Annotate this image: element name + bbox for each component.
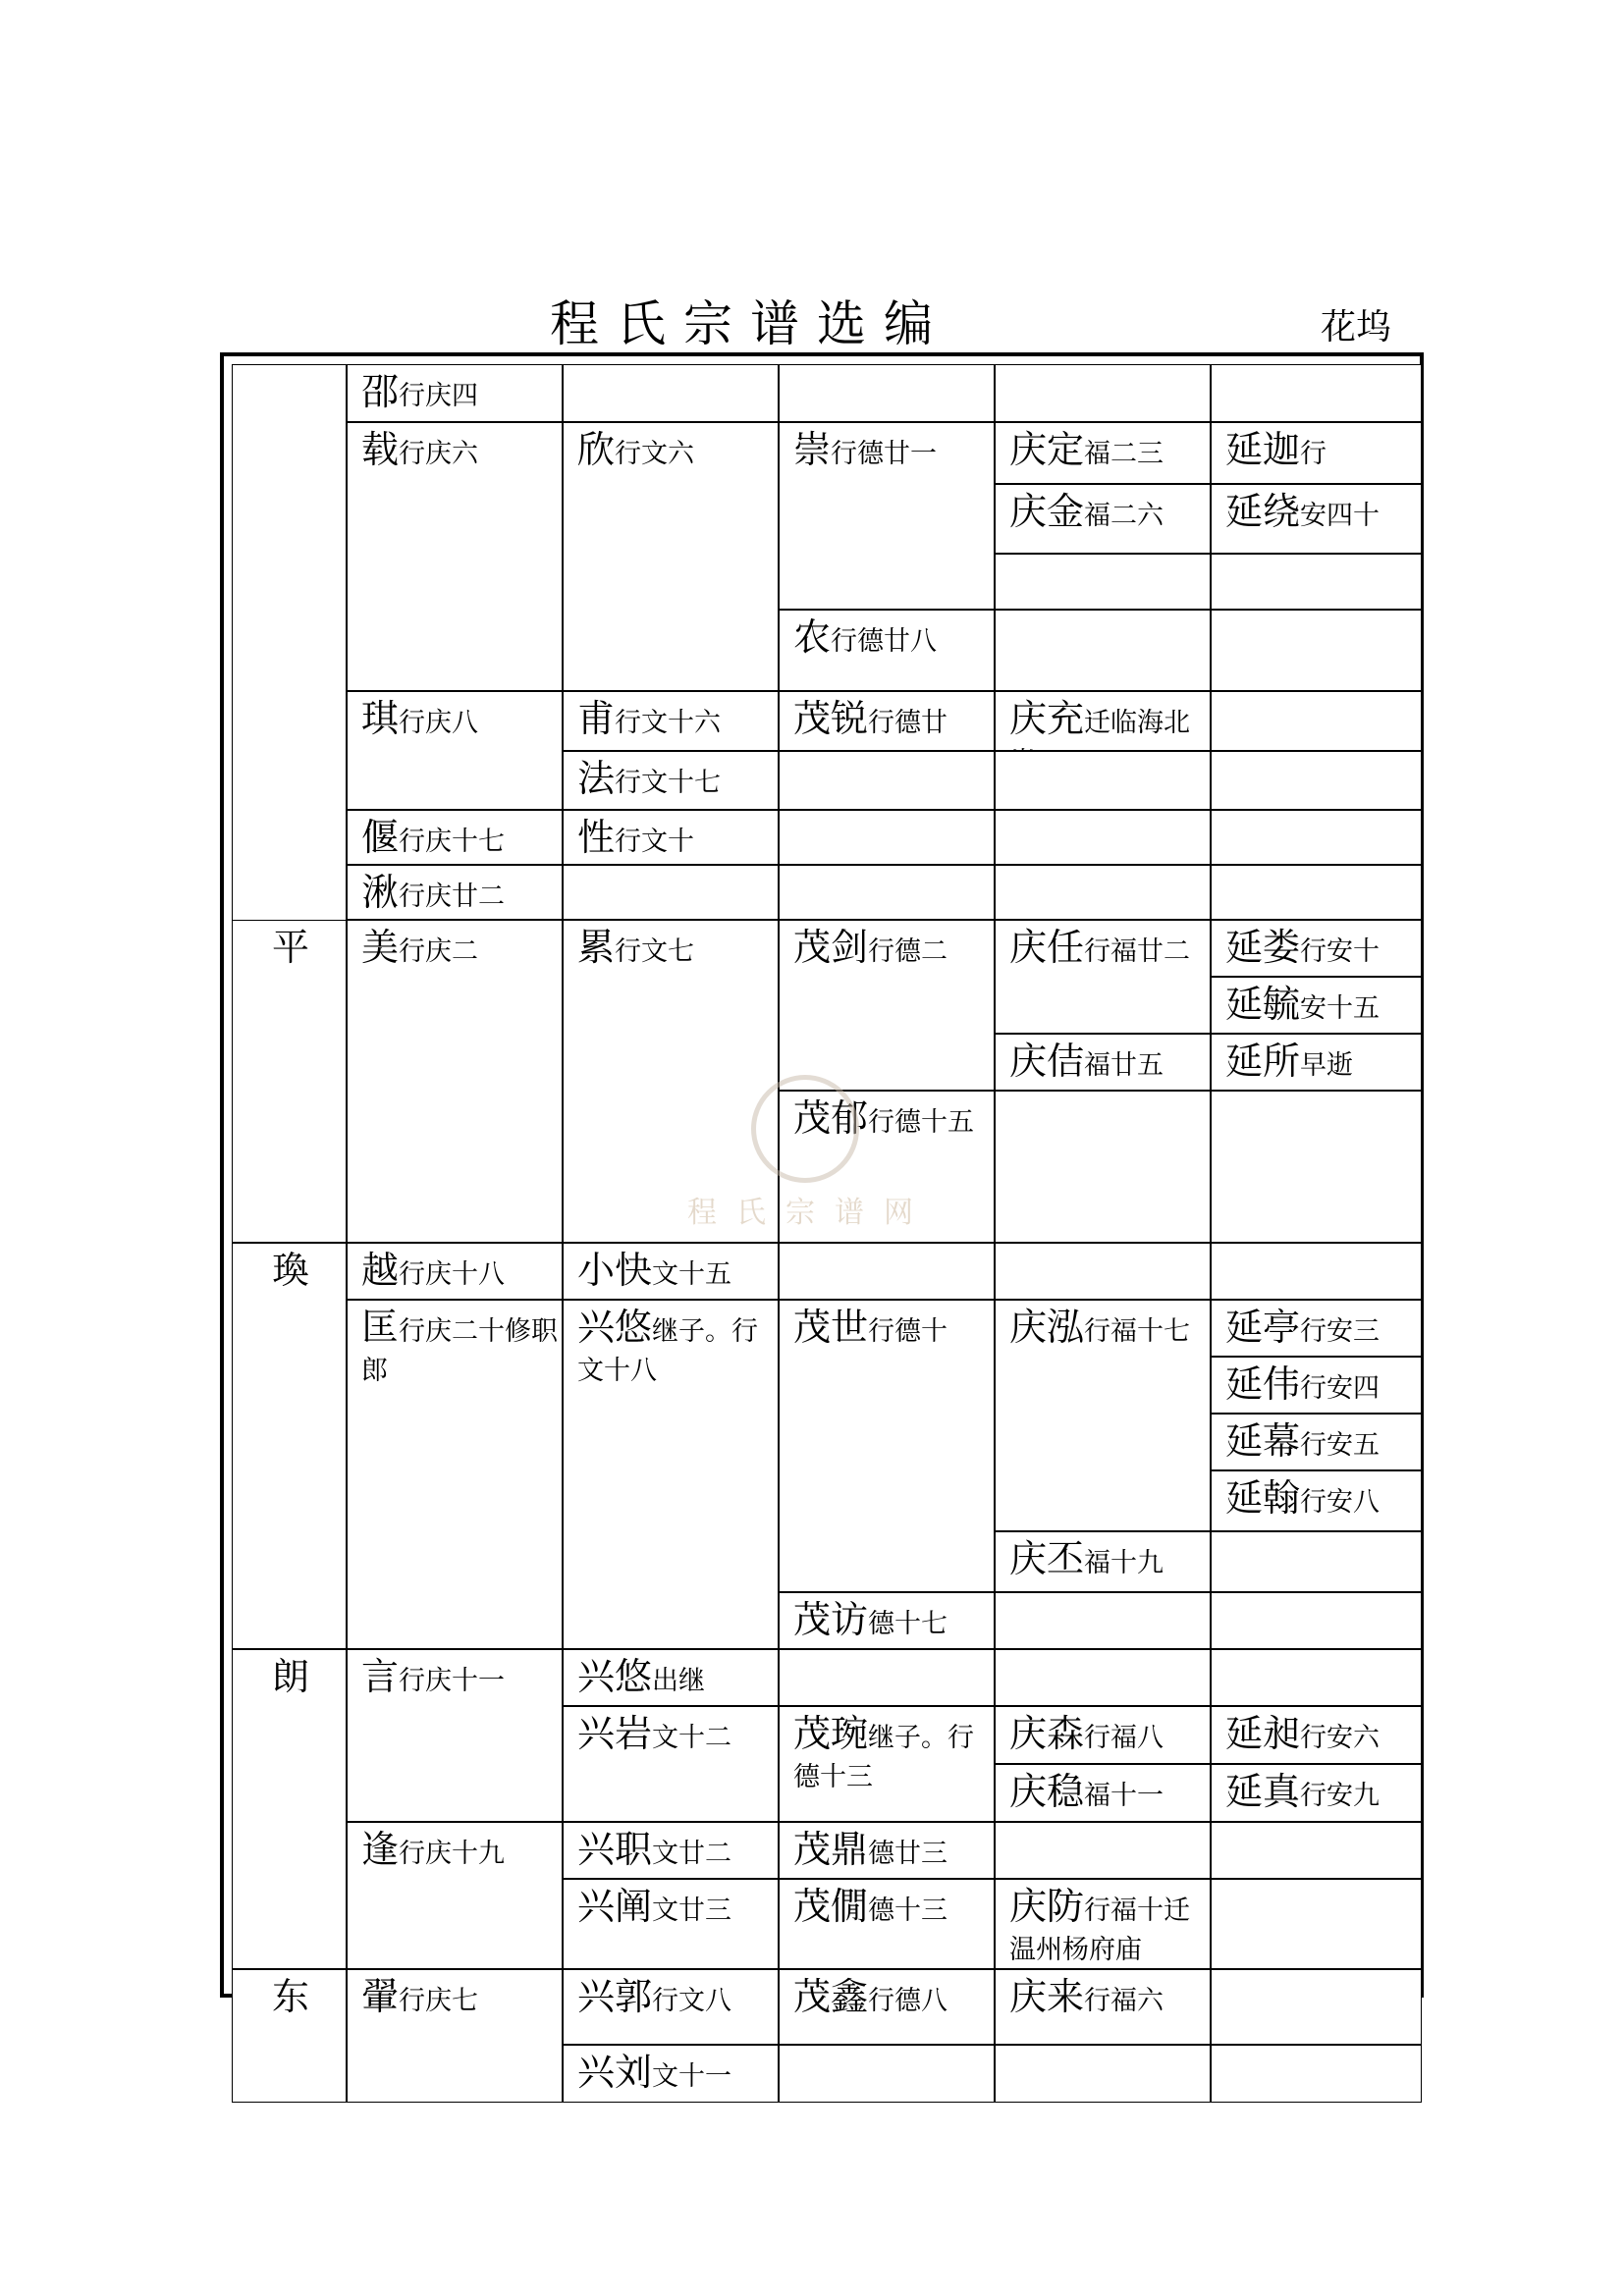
person-cell (563, 422, 779, 691)
person-cell (347, 691, 563, 810)
person-name: 累 (577, 926, 616, 969)
person-name: 逢 (361, 1828, 400, 1871)
person-cell (995, 751, 1211, 810)
person-cell (1211, 1357, 1422, 1414)
person-cell (1211, 1592, 1422, 1649)
person-cell (779, 1706, 995, 1822)
person-cell (995, 554, 1211, 610)
person-cell (779, 1243, 995, 1300)
person-note: 文廿三 (652, 1896, 732, 1926)
person-name: 庆森 (1009, 1712, 1085, 1755)
person-cell (1211, 1300, 1422, 1357)
person-cell (995, 1592, 1211, 1649)
person-cell (779, 691, 995, 751)
person-cell (779, 1649, 995, 1706)
person-cell (1211, 1879, 1422, 1969)
person-cell (995, 1300, 1211, 1531)
person-name: 越 (361, 1249, 400, 1292)
person-note: 安十五 (1300, 993, 1380, 1024)
person-name: 兴悠 (577, 1306, 653, 1349)
person-cell (995, 810, 1211, 865)
person-note: 行文八 (652, 1986, 732, 2016)
person-cell (779, 865, 995, 920)
person-name: 延真 (1225, 1770, 1301, 1813)
person-note: 行文十 (615, 827, 695, 857)
person-cell (779, 1592, 995, 1649)
ancestor-name: 瑍 (272, 1249, 310, 1292)
person-name: 邵 (361, 370, 400, 413)
person-name: 琪 (361, 697, 400, 740)
person-name: 延迦 (1225, 428, 1301, 471)
person-name: 兴刘 (577, 2051, 653, 2094)
person-cell (1211, 865, 1422, 920)
person-note: 安四十 (1300, 501, 1380, 531)
person-note: 文廿二 (652, 1839, 732, 1869)
person-name: 兴岩 (577, 1712, 653, 1755)
person-name: 庆泓 (1009, 1306, 1085, 1349)
person-note: 继子。行德十三 (793, 1723, 975, 1792)
person-name: 性 (577, 816, 616, 859)
person-name: 农 (793, 615, 832, 659)
person-cell (563, 810, 779, 865)
person-note: 行安三 (1300, 1316, 1380, 1347)
person-name: 庆任 (1009, 926, 1085, 969)
person-cell (779, 2045, 995, 2103)
person-note: 文十一 (652, 2061, 732, 2092)
person-name: 延绕 (1225, 490, 1301, 533)
person-name: 翬 (361, 1975, 400, 2018)
person-note: 福二三 (1084, 439, 1164, 469)
person-note: 早逝 (1300, 1050, 1354, 1081)
person-cell (995, 1243, 1211, 1300)
person-cell (779, 1879, 995, 1969)
person-note: 福十一 (1084, 1781, 1164, 1811)
person-name: 美 (361, 926, 400, 969)
person-cell (347, 1969, 563, 2103)
person-name: 庆来 (1009, 1975, 1085, 2018)
person-note: 行德八 (868, 1986, 948, 2016)
person-note: 行庆六 (399, 439, 479, 469)
person-note: 行德十五 (868, 1107, 975, 1138)
person-cell (347, 364, 563, 422)
person-cell (1211, 691, 1422, 751)
person-note: 行德十 (868, 1316, 948, 1347)
person-note: 行庆十七 (399, 827, 506, 857)
person-cell (347, 810, 563, 865)
person-note: 行庆四 (399, 381, 479, 411)
person-name: 延毓 (1225, 983, 1301, 1026)
person-cell (563, 2045, 779, 2103)
person-name: 庆稳 (1009, 1770, 1085, 1813)
person-cell (563, 865, 779, 920)
person-note: 行文十六 (615, 708, 722, 738)
person-name: 延伟 (1225, 1362, 1301, 1406)
person-note: 行庆七 (399, 1986, 479, 2016)
person-name: 庆充 (1009, 697, 1085, 740)
person-cell (779, 920, 995, 1091)
person-name: 庆丕 (1009, 1537, 1085, 1580)
person-name: 茂鑫 (793, 1975, 869, 2018)
person-note: 行福八 (1084, 1723, 1164, 1753)
person-note: 行福十迁温州杨府庙 (1009, 1896, 1191, 1965)
person-cell (1211, 1764, 1422, 1822)
person-cell (1211, 751, 1422, 810)
person-cell (1211, 1969, 1422, 2045)
person-cell (1211, 1034, 1422, 1091)
person-cell (1211, 1531, 1422, 1592)
ancestor-name: 朗 (272, 1655, 310, 1698)
person-cell (779, 1969, 995, 2045)
person-cell (563, 1969, 779, 2045)
person-cell (995, 920, 1211, 1034)
person-note: 行福廿二 (1084, 936, 1191, 967)
person-cell (347, 1300, 563, 1649)
person-cell (995, 1822, 1211, 1879)
person-note: 行庆八 (399, 708, 479, 738)
person-cell (563, 1649, 779, 1706)
person-note: 行安九 (1300, 1781, 1380, 1811)
person-name: 延所 (1225, 1040, 1301, 1083)
person-cell (995, 1764, 1211, 1822)
person-cell (1211, 977, 1422, 1034)
person-name: 兴职 (577, 1828, 653, 1871)
person-note: 行文十七 (615, 768, 722, 798)
person-note: 行德二 (868, 936, 948, 967)
person-cell (1211, 610, 1422, 691)
person-cell (995, 2045, 1211, 2103)
person-note: 文十二 (652, 1723, 732, 1753)
person-cell (1211, 554, 1422, 610)
person-cell (995, 1091, 1211, 1243)
person-cell (347, 865, 563, 920)
page-title: 程氏宗谱选编 (550, 295, 950, 352)
person-name: 小快 (577, 1249, 653, 1292)
watermark-text: 程氏宗谱网 (687, 1196, 933, 1230)
person-cell (995, 364, 1211, 422)
person-name: 言 (361, 1655, 400, 1698)
person-cell (995, 1531, 1211, 1592)
person-name: 湫 (361, 871, 400, 914)
person-cell (347, 920, 563, 1243)
person-cell (563, 1879, 779, 1969)
person-note: 行庆二十修职郎 (361, 1316, 559, 1386)
person-cell (1211, 920, 1422, 977)
person-cell (1211, 1649, 1422, 1706)
person-note: 德十七 (868, 1609, 948, 1639)
person-cell (563, 1706, 779, 1822)
person-cell (563, 1243, 779, 1300)
person-cell (995, 422, 1211, 484)
person-name: 延幕 (1225, 1419, 1301, 1463)
person-cell (1211, 1414, 1422, 1470)
person-name: 崇 (793, 428, 832, 471)
person-cell (347, 1243, 563, 1300)
person-cell (563, 1300, 779, 1649)
person-name: 兴郭 (577, 1975, 653, 2018)
person-note: 福十九 (1084, 1548, 1164, 1578)
person-note: 行德廿一 (831, 439, 938, 469)
person-cell (1211, 1243, 1422, 1300)
person-note: 行庆十八 (399, 1259, 506, 1290)
person-cell (779, 810, 995, 865)
person-name: 茂郁 (793, 1096, 869, 1140)
ancestor-cell (232, 1243, 347, 1649)
person-note: 出继 (652, 1666, 706, 1696)
person-cell (995, 865, 1211, 920)
person-cell (995, 1649, 1211, 1706)
person-name: 茂锐 (793, 697, 869, 740)
person-cell (779, 364, 995, 422)
person-cell (995, 484, 1211, 554)
person-name: 延亭 (1225, 1306, 1301, 1349)
person-cell (779, 422, 995, 610)
person-name: 偃 (361, 816, 400, 859)
person-cell (563, 691, 779, 751)
person-note: 行安八 (1300, 1487, 1380, 1518)
person-cell (1211, 1470, 1422, 1531)
person-cell (995, 1706, 1211, 1764)
person-cell (1211, 1706, 1422, 1764)
person-note: 行福六 (1084, 1986, 1164, 2016)
person-cell (995, 1879, 1211, 1969)
place-label: 花坞 (1321, 307, 1392, 347)
ancestor-cell (232, 1969, 347, 2103)
person-cell (1211, 2045, 1422, 2103)
ancestor-cell (232, 1649, 347, 1969)
person-cell (563, 1822, 779, 1879)
person-note: 行庆二 (399, 936, 479, 967)
person-name: 甫 (577, 697, 616, 740)
person-note: 福二六 (1084, 501, 1164, 531)
person-note: 行庆十九 (399, 1839, 506, 1869)
person-note: 迁临海北 (1084, 708, 1191, 738)
person-cell (1211, 1822, 1422, 1879)
person-note: 行文七 (615, 936, 695, 967)
person-cell (995, 1034, 1211, 1091)
person-name: 法 (577, 757, 616, 800)
person-name: 延翰 (1225, 1476, 1301, 1520)
person-note: 行安四 (1300, 1373, 1380, 1404)
person-note: 德廿三 (868, 1839, 948, 1869)
ancestor-cell (232, 920, 347, 1243)
person-cell (347, 1822, 563, 1969)
person-name: 兴阐 (577, 1885, 653, 1928)
person-name: 庆防 (1009, 1885, 1085, 1928)
person-note: 行 (1300, 439, 1327, 469)
person-note: 福廿五 (1084, 1050, 1164, 1081)
person-note: 行安五 (1300, 1430, 1380, 1461)
person-cell (779, 610, 995, 691)
person-name: 庆佶 (1009, 1040, 1085, 1083)
ancestor-name: 平 (272, 926, 310, 969)
person-note: 文十五 (652, 1259, 732, 1290)
person-note: 行文六 (615, 439, 695, 469)
person-cell (1211, 1091, 1422, 1243)
person-name: 茂鼎 (793, 1828, 869, 1871)
person-cell (1211, 364, 1422, 422)
person-name: 载 (361, 428, 400, 471)
person-name: 庆定 (1009, 428, 1085, 471)
person-name: 欣 (577, 428, 616, 471)
ancestor-name: 东 (272, 1975, 310, 2018)
person-cell (563, 751, 779, 810)
person-name: 茂剑 (793, 926, 869, 969)
person-name: 延昶 (1225, 1712, 1301, 1755)
person-cell (347, 422, 563, 691)
person-note: 行德廿八 (831, 626, 938, 657)
person-cell (995, 1969, 1211, 2045)
person-cell (1211, 484, 1422, 554)
person-cell (347, 1649, 563, 1822)
person-note: 行庆廿二 (399, 881, 506, 912)
person-cell (1211, 810, 1422, 865)
person-name: 茂琬 (793, 1712, 869, 1755)
person-cell (779, 751, 995, 810)
person-note: 继子。行文十八 (577, 1316, 759, 1386)
person-name: 茂世 (793, 1306, 869, 1349)
person-cell (995, 610, 1211, 691)
person-name: 匡 (361, 1306, 400, 1349)
person-note: 行福十七 (1084, 1316, 1191, 1347)
person-note: 德十三 (868, 1896, 948, 1926)
person-cell (563, 364, 779, 422)
person-name: 兴悠 (577, 1655, 653, 1698)
person-note: 行庆十一 (399, 1666, 506, 1696)
person-name: 延娄 (1225, 926, 1301, 969)
person-name: 茂访 (793, 1598, 869, 1641)
person-cell (779, 1822, 995, 1879)
person-cell (779, 1300, 995, 1592)
person-note: 行德廿 (868, 708, 948, 738)
person-note: 行安十 (1300, 936, 1380, 967)
person-cell (1211, 422, 1422, 484)
person-name: 茂僩 (793, 1885, 869, 1928)
person-note: 行安六 (1300, 1723, 1380, 1753)
person-name: 庆金 (1009, 490, 1085, 533)
watermark-seal (751, 1075, 859, 1183)
person-cell (995, 691, 1211, 751)
